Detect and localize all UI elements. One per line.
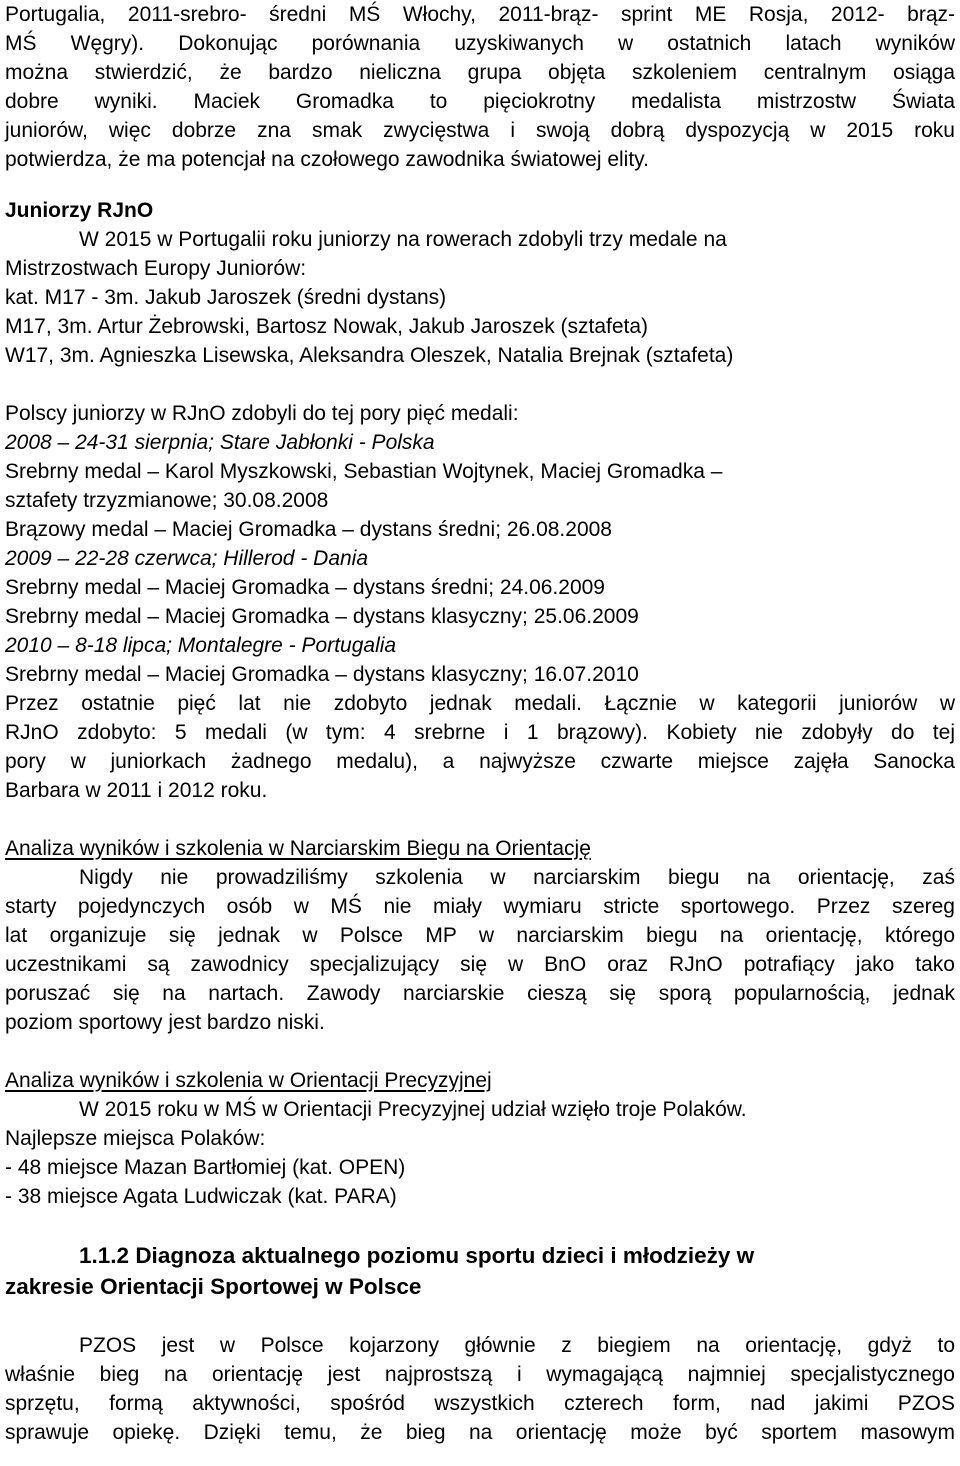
text-line: juniorów, więc dobrze zna smak zwycięstwa i swoją dobrą dyspozycją w 2015 roku <box>5 119 955 142</box>
history-intro: Polscy juniorzy w RJnO zdobyli do tej pory pięć medali: <box>5 402 519 425</box>
text-line: PZOS jest w Polsce kojarzony głównie z biegiem na orientację, gdyż to <box>79 1334 955 1357</box>
text-line: potwierdza, że ma potencjał na czołowego zawodnika światowej elity. <box>5 148 649 171</box>
summary-line: RJnO zdobyto: 5 medali (w tym: 4 srebrne i 1 brązowy). Kobiety nie zdobyły do tej <box>5 721 955 744</box>
result-line: Srebrny medal – Maciej Gromadka – dystans średni; 24.06.2009 <box>5 576 605 599</box>
event-heading: 2008 – 24-31 sierpnia; Stare Jabłonki - Polska <box>5 431 435 454</box>
text-line: Nigdy nie prowadziliśmy szkolenia w narciarskim biegu na orientację, zaś <box>79 866 955 889</box>
place-entry: - 38 miejsce Agata Ludwiczak (kat. PARA) <box>5 1185 397 1208</box>
section-heading <box>5 1240 955 1302</box>
result-line: Srebrny medal – Maciej Gromadka – dystans klasyczny; 25.06.2009 <box>5 605 639 628</box>
juniors-intro: Mistrzostwach Europy Juniorów: <box>5 257 307 280</box>
text-line: sprawuje opiekę. Dzięki temu, że bieg na orientację może być sportem masowym <box>5 1421 955 1444</box>
text-line: dobre wyniki. Maciek Gromadka to pięciokrotny medalista mistrzostw Świata <box>5 90 955 113</box>
intro-paragraph <box>5 0 955 174</box>
precision-intro: W 2015 roku w MŚ w Orientacji Precyzyjnej udział wzięło troje Polaków. <box>79 1098 747 1121</box>
document-page <box>5 0 955 1447</box>
ski-heading: Analiza wyników i szkolenia w Narciarskim Biegu na Orientację <box>5 837 591 860</box>
best-places-label: Najlepsze miejsca Polaków: <box>5 1127 266 1150</box>
summary-line: Barbara w 2011 i 2012 roku. <box>5 779 268 802</box>
result-line: sztafety trzyzmianowe; 30.08.2008 <box>5 489 329 512</box>
pzos-paragraph <box>5 1331 955 1447</box>
juniors-section <box>5 196 955 370</box>
event-heading: 2009 – 22-28 czerwca; Hillerod - Dania <box>5 547 369 570</box>
section-number: 1.1.2 <box>79 1243 130 1268</box>
summary-line: pory w juniorkach żadnego medalu), a najwyższe czwarte miejsce zajęła Sanocka <box>5 750 955 773</box>
section-title: Diagnoza aktualnego poziomu sportu dzieci i młodzieży w <box>135 1243 755 1268</box>
precision-heading: Analiza wyników i szkolenia w Orientacji Precyzyjnej <box>5 1069 492 1092</box>
juniors-intro: W 2015 w Portugalii roku juniorzy na rowerach zdobyli trzy medale na <box>79 228 727 251</box>
ski-section <box>5 834 955 1037</box>
section-title: zakresie Orientacji Sportowej w Polsce <box>5 1274 422 1299</box>
text-line: właśnie bieg na orientację jest najprostszą i wymagającą najmniej specjalistycznego <box>5 1363 955 1386</box>
result-line: Srebrny medal – Karol Myszkowski, Sebastian Wojtynek, Maciej Gromadka – <box>5 460 723 483</box>
result-line: Srebrny medal – Maciej Gromadka – dystans klasyczny; 16.07.2010 <box>5 663 639 686</box>
text-line: poruszać się na nartach. Zawody narciarskie cieszą się sporą popularnością, jednak <box>5 982 955 1005</box>
text-line: lat organizuje się jednak w Polsce MP w narciarskim biegu na orientację, którego <box>5 924 955 947</box>
text-line: sprzętu, formą aktywności, spośród wszystkich czterech form, nad jakimi PZOS <box>5 1392 955 1415</box>
result-line: Brązowy medal – Maciej Gromadka – dystans średni; 26.08.2008 <box>5 518 612 541</box>
precision-section <box>5 1066 955 1211</box>
text-line: MŚ Węgry). Dokonując porównania uzyskiwanych w ostatnich latach wyników <box>5 32 955 55</box>
text-line: Portugalia, 2011-srebro- średni MŚ Włochy, 2011-brąz- sprint ME Rosja, 2012- brąz- <box>5 3 955 26</box>
history-section <box>5 399 955 805</box>
medal-entry: W17, 3m. Agnieszka Lisewska, Aleksandra Oleszek, Natalia Brejnak (sztafeta) <box>5 344 734 367</box>
medal-entry: kat. M17 - 3m. Jakub Jaroszek (średni dystans) <box>5 286 447 309</box>
text-line: uczestnikami są zawodnicy specjalizujący się w BnO oraz RJnO potrafiący jako tako <box>5 953 955 976</box>
event-heading: 2010 – 8-18 lipca; Montalegre - Portugalia <box>5 634 397 657</box>
text-line: starty pojedynczych osób w MŚ nie miały wymiaru stricte sportowego. Przez szereg <box>5 895 955 918</box>
text-line: poziom sportowy jest bardzo niski. <box>5 1011 325 1034</box>
medal-entry: M17, 3m. Artur Żebrowski, Bartosz Nowak, Jakub Jaroszek (sztafeta) <box>5 315 649 338</box>
summary-line: Przez ostatnie pięć lat nie zdobyto jednak medali. Łącznie w kategorii juniorów w <box>5 692 955 715</box>
juniors-heading: Juniorzy RJnO <box>5 199 154 222</box>
place-entry: - 48 miejsce Mazan Bartłomiej (kat. OPEN) <box>5 1156 406 1179</box>
text-line: można stwierdzić, że bardzo nieliczna grupa objęta szkoleniem centralnym osiąga <box>5 61 955 84</box>
